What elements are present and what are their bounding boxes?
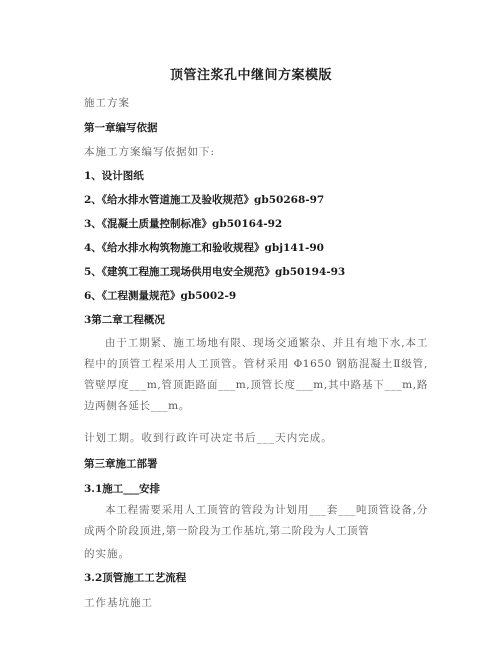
paragraph-overview: 由于工期紧、施工场地有限、现场交通繁杂、并且有地下水,本工程中的顶管工程采用人工顶管。管材采用 Φ1650 钢筋混凝土Ⅱ级管,管壁厚度___m,管顶距路面___m,顶管长度___m,其中路基下___m,路边两侧各延长___m。 bbox=[84, 337, 428, 412]
chapter-heading-3: 第三章施工部署 bbox=[84, 458, 158, 470]
paragraph-deploy: 本工程需要采用人工顶管的管段为计划用___套___吨顶管设备,分成两个阶段顶进,第一阶段为工作基坑,第二阶段为人工顶管 bbox=[84, 504, 428, 537]
document-title: 顶管注浆孔中继间方案模版 bbox=[169, 68, 332, 83]
chapter-heading-2: 3第二章工程概况 bbox=[84, 314, 165, 326]
text-line-plan: 施工方案 bbox=[84, 97, 130, 109]
list-item-2: 2、《给水排水管道施工及验收规范》gb50268-97 bbox=[84, 194, 325, 206]
list-item-4: 4、《给水排水构筑物施工和验收规程》gbj141-90 bbox=[84, 242, 324, 254]
section-heading-3-2: 3.2顶管施工工艺流程 bbox=[84, 572, 187, 584]
chapter-heading-1: 第一章编写依据 bbox=[84, 122, 158, 134]
text-line-deploy-tail: 的实施。 bbox=[84, 548, 130, 560]
list-item-3: 3、《混凝土质量控制标准》gb50164-92 bbox=[84, 218, 283, 230]
text-line-last: 工作基坑施工 bbox=[84, 597, 153, 609]
section-heading-3-1: 3.1施工___安排 bbox=[84, 483, 161, 495]
text-line-basis: 本施工方案编写依据如下: bbox=[84, 146, 216, 158]
list-item-6: 6、《工程测量规范》gb5002-9 bbox=[84, 290, 237, 302]
list-item-1: 1、设计图纸 bbox=[84, 170, 144, 182]
list-item-5: 5、《建筑工程施工现场供用电安全规范》gb50194-93 bbox=[84, 266, 346, 278]
text-line-period: 计划工期。收到行政许可决定书后___天内完成。 bbox=[84, 432, 333, 444]
